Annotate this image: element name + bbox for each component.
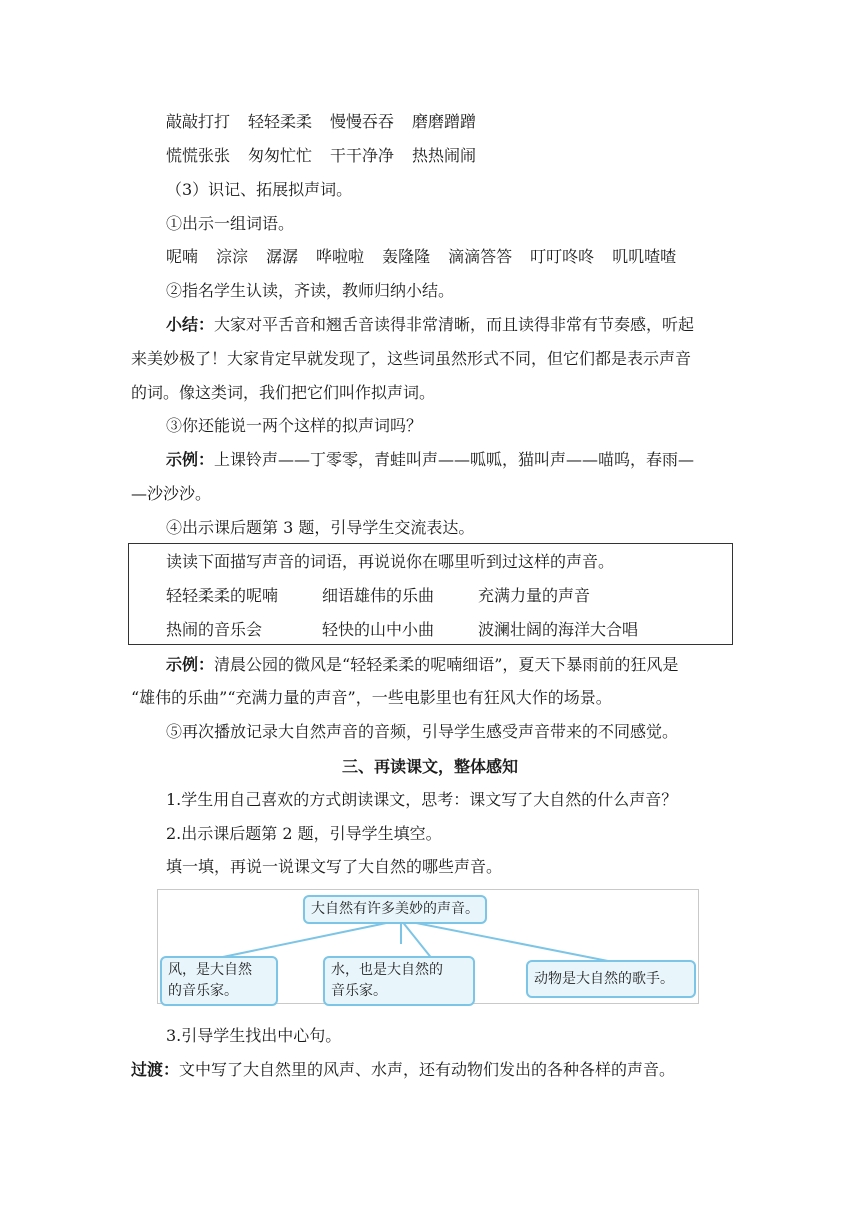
example-2-line-2: “雄伟的乐曲”“充满力量的声音”，一些电影里也有狂风大作的场景。 bbox=[131, 688, 612, 707]
reduplicated-words-row-1 bbox=[166, 111, 494, 133]
word: 磨磨蹭蹭 bbox=[412, 112, 477, 131]
diagram-left-line-2: 的音乐家。 bbox=[168, 983, 238, 999]
diagram-left-node bbox=[160, 956, 278, 1006]
step-3-3: ③你还能说一两个这样的拟声词吗？ bbox=[166, 416, 423, 435]
item-1: 1.学生用自己喜欢的方式朗读课文，思考：课文写了大自然的什么声音？ bbox=[166, 790, 678, 809]
summary-label: 小结： bbox=[166, 315, 215, 334]
example-label: 示例： bbox=[166, 655, 215, 674]
word: 热热闹闹 bbox=[412, 146, 477, 165]
word: 呢喃 bbox=[166, 247, 199, 266]
item-3: 3.引导学生找出中心句。 bbox=[166, 1026, 342, 1045]
example-2-line-1 bbox=[166, 654, 678, 676]
word: 匆匆忙忙 bbox=[248, 146, 313, 165]
word: 叽叽喳喳 bbox=[612, 247, 677, 266]
diagram-top-text: 大自然有许多美妙的声音。 bbox=[311, 901, 479, 917]
word: 淙淙 bbox=[216, 247, 249, 266]
step-3-title: （3）识记、拓展拟声词。 bbox=[166, 180, 353, 199]
exercise-phrase: 轻轻柔柔的呢喃 bbox=[166, 586, 279, 605]
section-heading: 三、再读课文，整体感知 bbox=[341, 757, 518, 776]
step-3-4: ④出示课后题第 3 题，引导学生交流表达。 bbox=[166, 518, 475, 537]
word: 潺潺 bbox=[266, 247, 299, 266]
exercise-prompt: 读读下面描写声音的词语，再说说你在哪里听到过这样的声音。 bbox=[166, 552, 615, 571]
diagram-middle-node bbox=[323, 956, 475, 1006]
diagram-top-node bbox=[303, 895, 487, 924]
summary-text: 大家对平舌音和翘舌音读得非常清晰，而且读得非常有节奏感，听起 bbox=[214, 315, 695, 334]
exercise-phrase: 充满力量的声音 bbox=[478, 586, 591, 605]
word: 轰隆隆 bbox=[382, 247, 431, 266]
exercise-phrase: 热闹的音乐会 bbox=[166, 620, 263, 639]
example-text: 清晨公园的微风是“轻轻柔柔的呢喃细语”，夏天下暴雨前的狂风是 bbox=[214, 655, 679, 674]
word: 叮叮咚咚 bbox=[530, 247, 595, 266]
diagram-right-text: 动物是大自然的歌手。 bbox=[534, 971, 674, 987]
word: 滴滴答答 bbox=[448, 247, 513, 266]
transition-text: 文中写了大自然里的风声、水声，还有动物们发出的各种各样的声音。 bbox=[179, 1060, 676, 1079]
exercise-phrase: 细语雄伟的乐曲 bbox=[322, 586, 435, 605]
diagram-middle-line-1: 水，也是大自然的 bbox=[331, 962, 443, 978]
item-2: 2.出示课后题第 2 题，引导学生填空。 bbox=[166, 824, 442, 843]
diagram-middle-line-2: 音乐家。 bbox=[331, 983, 387, 999]
summary-line-1 bbox=[166, 314, 694, 336]
word: 干干净净 bbox=[330, 146, 395, 165]
step-3-2: ②指名学生认读，齐读，教师归纳小结。 bbox=[166, 281, 455, 300]
example-1-line-1 bbox=[166, 449, 694, 471]
transition-label: 过渡： bbox=[131, 1060, 180, 1079]
word: 慢慢吞吞 bbox=[330, 112, 395, 131]
example-label: 示例： bbox=[166, 450, 215, 469]
diagram-left-line-1: 风，是大自然 bbox=[168, 962, 252, 978]
example-1-line-2: —沙沙沙。 bbox=[131, 484, 212, 503]
step-3-5: ⑤再次播放记录大自然声音的音频，引导学生感受声音带来的不同感觉。 bbox=[166, 722, 679, 741]
onomatopoeia-list bbox=[166, 246, 694, 268]
word: 敲敲打打 bbox=[166, 112, 231, 131]
word: 哗啦啦 bbox=[316, 247, 365, 266]
word: 慌慌张张 bbox=[166, 146, 231, 165]
exercise-phrase: 轻快的山中小曲 bbox=[322, 620, 435, 639]
step-3-1: ①出示一组词语。 bbox=[166, 214, 295, 233]
reduplicated-words-row-2 bbox=[166, 145, 494, 167]
fill-prompt: 填一填，再说一说课文写了大自然的哪些声音。 bbox=[166, 857, 503, 876]
sound-diagram bbox=[157, 889, 699, 1004]
exercise-phrase: 波澜壮阔的海洋大合唱 bbox=[478, 620, 639, 639]
summary-line-3: 的词。像这类词，我们把它们叫作拟声词。 bbox=[131, 383, 436, 402]
transition-line bbox=[131, 1059, 675, 1081]
word: 轻轻柔柔 bbox=[248, 112, 313, 131]
diagram-right-node bbox=[526, 960, 696, 998]
example-text: 上课铃声——丁零零，青蛙叫声——呱呱，猫叫声——喵呜，春雨— bbox=[214, 450, 695, 469]
summary-line-2: 来美妙极了！大家肯定早就发现了，这些词虽然形式不同，但它们都是表示声音 bbox=[131, 349, 692, 368]
